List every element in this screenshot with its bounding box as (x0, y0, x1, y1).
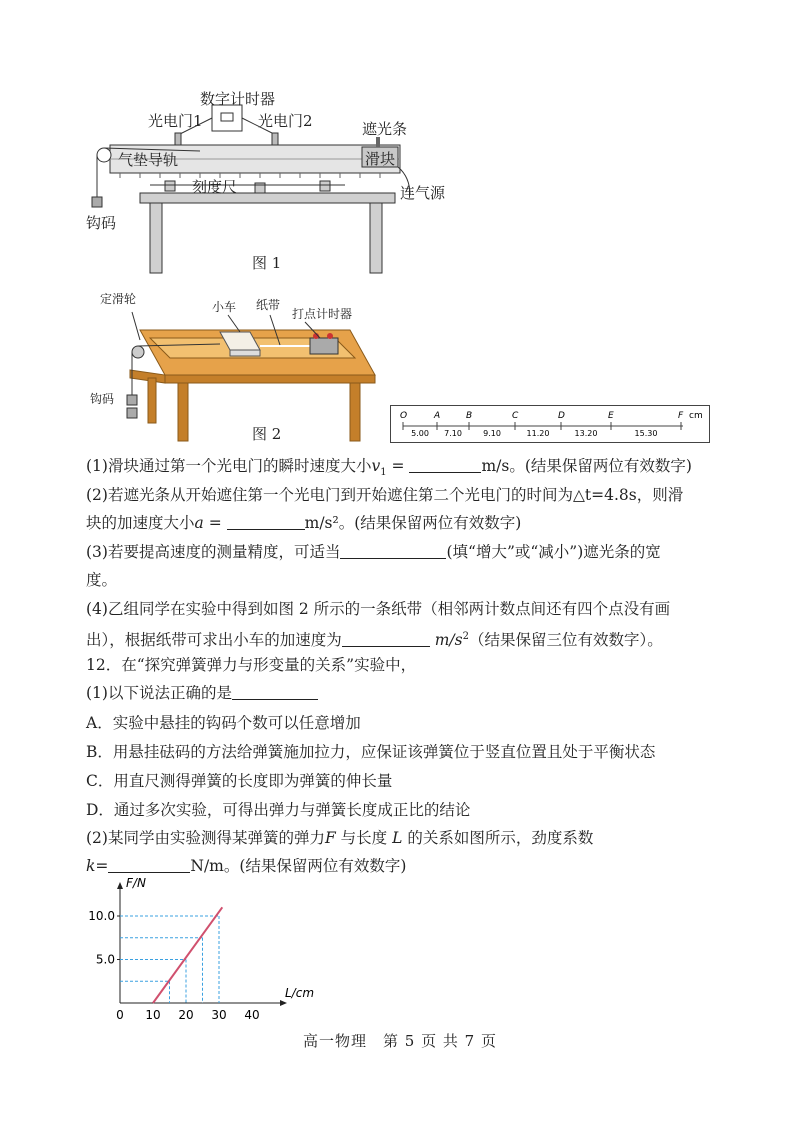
label-ruler: 刻度尺 (192, 178, 238, 196)
option-c[interactable]: C．用直尺测得弹簧的长度即为弹簧的伸长量 (86, 772, 393, 790)
option-b[interactable]: B．用悬挂砝码的方法给弹簧施加拉力，应保证该弹簧位于竖直位置且处于平衡状态 (86, 743, 656, 761)
label-weight-1: 钩码 (86, 214, 117, 232)
pulley-icon-2 (132, 346, 144, 358)
answer-blank-2[interactable] (227, 514, 305, 530)
option-a[interactable]: A．实验中悬挂的钩码个数可以任意增加 (86, 714, 361, 732)
tape-point-A: A (434, 411, 441, 421)
question-2-line1: (2)若遮光条从开始遮住第一个光电门到开始遮住第二个光电门的时间为△t=4.8s，则滑 (86, 486, 684, 504)
pulley-icon (97, 148, 111, 162)
x-tick-label: 10 (145, 1008, 161, 1022)
question-12-2-line1: (2)某同学由实验测得某弹簧的弹力F 与长度 L 的关系如图所示，劲度系数 (86, 829, 594, 847)
tape-point-B: B (466, 411, 473, 421)
tape-interval: 13.20 (574, 429, 598, 438)
tape-point-E: E (608, 411, 614, 421)
x-axis-arrow-icon (280, 1000, 287, 1006)
question-4-line2: 出），根据纸带可求出小车的加速度为 $m/s^2$（结果保留三位有效数字）。 (86, 631, 663, 650)
y-axis-label: F/N (126, 876, 146, 890)
label-pulley: 定滑轮 (100, 292, 137, 306)
answer-blank-3[interactable] (340, 543, 446, 559)
tape-interval: 9.10 (483, 429, 501, 438)
x-tick-label: 20 (178, 1008, 194, 1022)
label-gate1: 光电门1 (148, 112, 203, 130)
label-shade: 遮光条 (362, 120, 408, 138)
tape-point-O: O (400, 411, 408, 421)
ticker-timer (310, 338, 338, 354)
tape-point-D: D (558, 411, 565, 421)
tape-interval: 7.10 (444, 429, 462, 438)
answer-blank-1[interactable] (409, 457, 481, 473)
label-ticker: 打点计时器 (292, 307, 353, 321)
tape-strip-svg (391, 406, 709, 442)
label-tape: 纸带 (256, 298, 281, 312)
label-slider: 滑块 (365, 150, 396, 168)
tape-interval: 15.30 (634, 429, 658, 438)
tape-interval: 11.20 (526, 429, 550, 438)
weight-block (92, 197, 102, 207)
question-12-2-line2: k= N/m。(结果保留两位有效数字) (86, 857, 407, 875)
tape-strip (390, 405, 710, 443)
y-tick-label: 5.0 (95, 952, 115, 967)
answer-blank-5[interactable] (232, 684, 318, 700)
answer-blank-4[interactable] (342, 631, 430, 647)
x-axis-label: L/cm (285, 986, 315, 1000)
x-tick-label: 0 (116, 1008, 124, 1022)
figure1-caption: 图 1 (252, 254, 282, 272)
tape-unit: cm (689, 411, 703, 421)
tape-point-F: F (678, 411, 684, 421)
tape-interval: 5.00 (411, 429, 429, 438)
label-rail: 气垫导轨 (118, 151, 179, 169)
figure-1-air-track (80, 85, 420, 275)
question-4-line1: (4)乙组同学在实验中得到如图 2 所示的一条纸带（相邻两计数点间还有四个点没有画 (86, 600, 671, 618)
label-weight-2: 钩码 (90, 392, 115, 406)
question-2-line2: 块的加速度大小a = m/s²。(结果保留两位有效数字) (86, 514, 522, 532)
label-cart: 小车 (212, 300, 237, 314)
tape-point-C: C (512, 411, 519, 421)
y-tick-label: 10.0 (88, 909, 115, 923)
force-length-line (153, 907, 222, 1003)
answer-blank-6[interactable] (108, 857, 190, 873)
y-axis-arrow-icon (117, 882, 123, 889)
label-gate2: 光电门2 (258, 112, 313, 130)
force-length-chart (80, 875, 320, 1025)
option-d[interactable]: D．通过多次实验，可得出弹力与弹簧长度成正比的结论 (86, 801, 471, 819)
figure2-caption: 图 2 (252, 425, 282, 443)
label-timer: 数字计时器 (200, 90, 276, 108)
x-tick-label: 30 (211, 1008, 227, 1022)
question-3-line1: (3)若要提高速度的测量精度，可适当 (填“增大”或“减小”)遮光条的宽 (86, 543, 661, 561)
x-tick-label: 40 (244, 1008, 260, 1022)
question-3-line2: 度。 (86, 571, 118, 589)
question-1: (1)滑块通过第一个光电门的瞬时速度大小$v_1 = m/s$。(结果保留两位有效数字) (86, 457, 692, 479)
page-footer: 高一物理 第 5 页 共 7 页 (303, 1032, 497, 1050)
question-12-1: (1)以下说法正确的是 (86, 682, 318, 704)
question-12-title: 12．在“探究弹簧弹力与形变量的关系”实验中， (86, 656, 417, 674)
label-air: 连气源 (400, 184, 446, 202)
